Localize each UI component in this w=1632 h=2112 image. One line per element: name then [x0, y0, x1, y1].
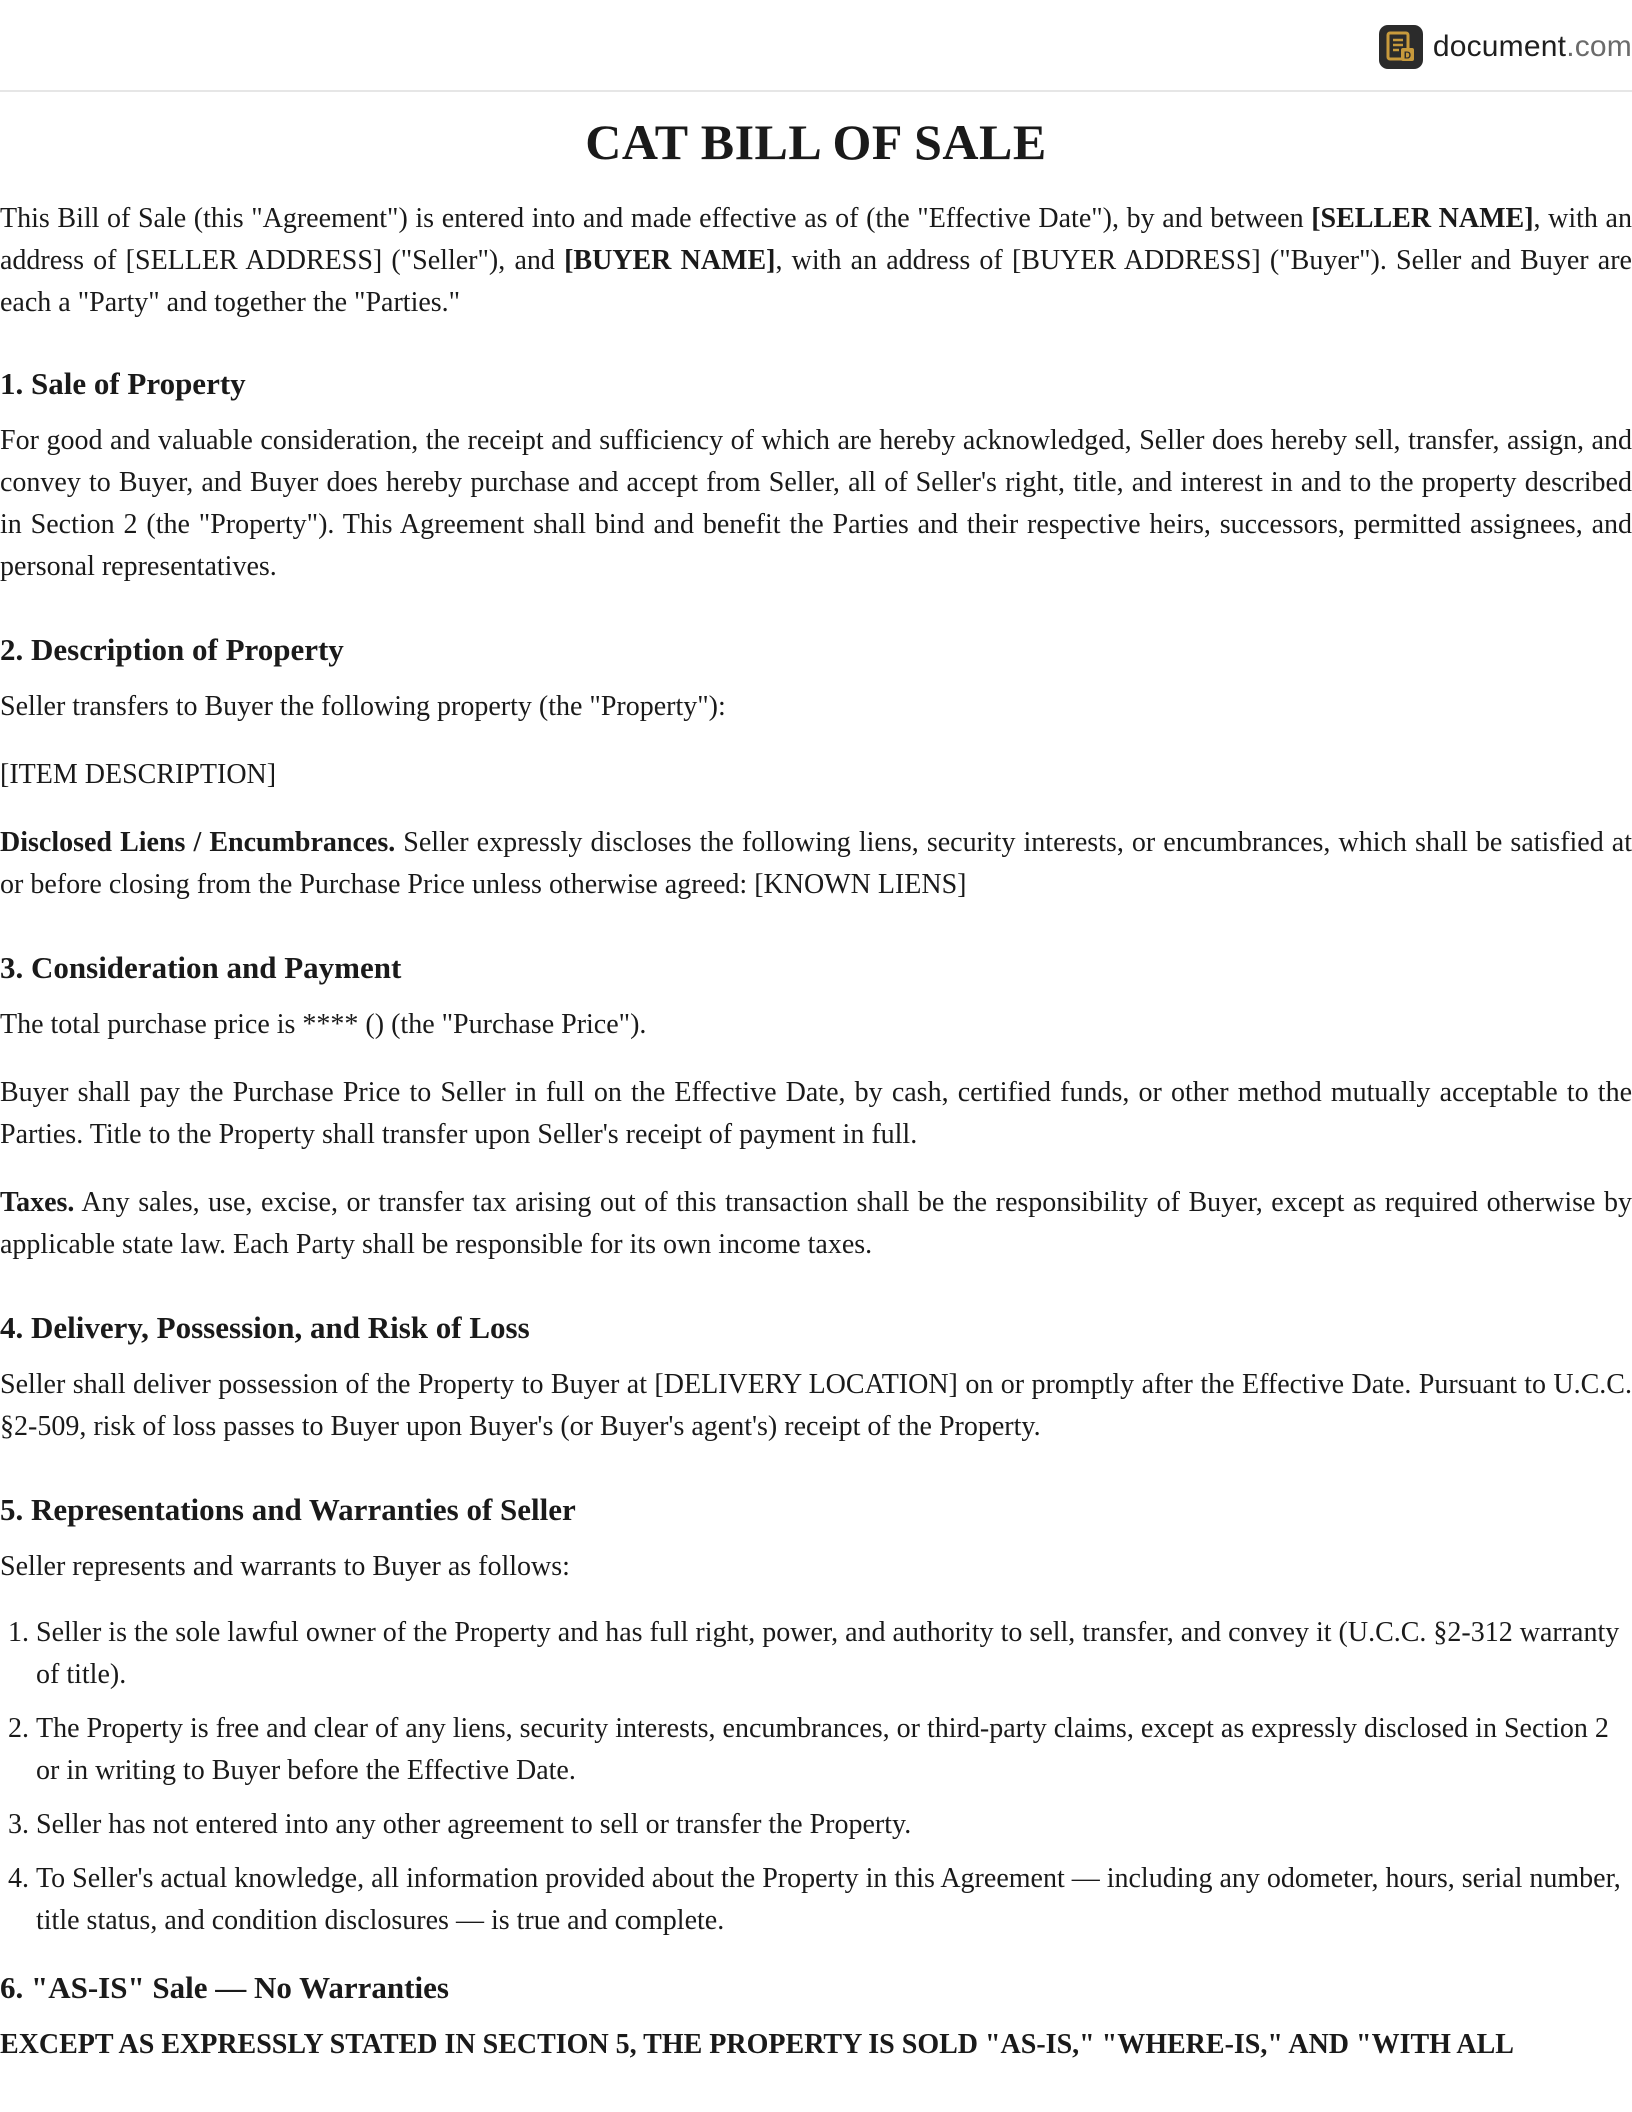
item-description-placeholder: [ITEM DESCRIPTION] — [0, 759, 277, 790]
disclosed-liens-paragraph: Disclosed Liens / Encumbrances. Seller expressly discloses the following liens, security interests, or encumbrances, which shall be satisfied at or before closing from the Purchase Price unless otherwise agreed: [KNOWN LIENS] — [0, 827, 1632, 900]
purchase-price-paragraph: The total purchase price is **** () (the "Purchase Price"). — [0, 1009, 647, 1040]
buyer-name-placeholder: [BUYER NAME] — [564, 245, 776, 276]
list-item: 3. Seller has not entered into any other agreement to sell or transfer the Property. — [36, 1804, 1632, 1846]
svg-text:D: D — [1403, 50, 1411, 62]
section-4-heading: 4. Delivery, Possession, and Risk of Loss — [0, 1310, 530, 1345]
section-3-heading: 3. Consideration and Payment — [0, 950, 402, 985]
list-item: 2. The Property is free and clear of any liens, security interests, encumbrances, or third-party claims, except as expressly disclosed in Section 2 or in writing to Buyer before the Effective Date. — [36, 1708, 1632, 1792]
document-body — [0, 92, 1632, 2066]
section-1-heading: 1. Sale of Property — [0, 366, 246, 401]
brand-link[interactable] — [1379, 24, 1632, 70]
warranties-list — [0, 1612, 1632, 1942]
document-logo-icon — [1379, 25, 1423, 69]
section-5-intro: Seller represents and warrants to Buyer as follows: — [0, 1551, 570, 1582]
taxes-paragraph: Taxes. Any sales, use, excise, or transfer tax arising out of this transaction shall be the responsibility of Buyer, except as required otherwise by applicable state law. Each Party shall be responsible for its own income taxes. — [0, 1187, 1632, 1260]
section-6-heading: 6. "AS-IS" Sale — No Warranties — [0, 1970, 449, 2005]
list-item: 4. To Seller's actual knowledge, all information provided about the Property in this Agreement — including any odometer, hours, serial number, title status, and condition disclosures — is true and complete. — [36, 1858, 1632, 1942]
brand-name: document.com — [1432, 30, 1632, 63]
section-2-heading: 2. Description of Property — [0, 632, 344, 667]
intro-paragraph: This Bill of Sale (this "Agreement") is entered into and made effective as of (the "Effective Date"), by and between [SELLER NAME], with an address of [SELLER ADDRESS] ("Seller"), and [BUYER NAME], with an address of [BUYER ADDRESS] ("Buyer"). Seller and Buyer are each a "Party" and together the "Parties." — [0, 203, 1632, 318]
page-header — [0, 0, 1632, 92]
section-1-body: For good and valuable consideration, the receipt and sufficiency of which are hereby acknowledged, Seller does hereby sell, transfer, assign, and convey to Buyer, and Buyer does hereby purchase and accept from Seller, all of Seller's right, title, and interest in and to the property described in Section 2 (the "Property"). This Agreement shall bind and benefit the Parties and their respective heirs, successors, permitted assignees, and personal representatives. — [0, 425, 1632, 582]
payment-paragraph: Buyer shall pay the Purchase Price to Seller in full on the Effective Date, by cash, certified funds, or other method mutually acceptable to the Parties. Title to the Property shall transfer upon Seller's receipt of payment in full. — [0, 1077, 1632, 1150]
document-title: CAT BILL OF SALE — [585, 114, 1047, 170]
seller-name-placeholder: [SELLER NAME] — [1311, 203, 1534, 234]
list-item: 1. Seller is the sole lawful owner of the Property and has full right, power, and authority to sell, transfer, and convey it (U.C.C. §2-312 warranty of title). — [36, 1612, 1632, 1696]
section-4-body: Seller shall deliver possession of the Property to Buyer at [DELIVERY LOCATION] on or promptly after the Effective Date. Pursuant to U.C.C. §2-509, risk of loss passes to Buyer upon Buyer's (or Buyer's agent's) receipt of the Property. — [0, 1369, 1632, 1442]
section-5-heading: 5. Representations and Warranties of Seller — [0, 1492, 576, 1527]
section-6-body: EXCEPT AS EXPRESSLY STATED IN SECTION 5, THE PROPERTY IS SOLD "AS-IS," "WHERE-IS," AND "WITH ALL — [0, 2029, 1514, 2060]
section-2-intro: Seller transfers to Buyer the following property (the "Property"): — [0, 691, 726, 722]
